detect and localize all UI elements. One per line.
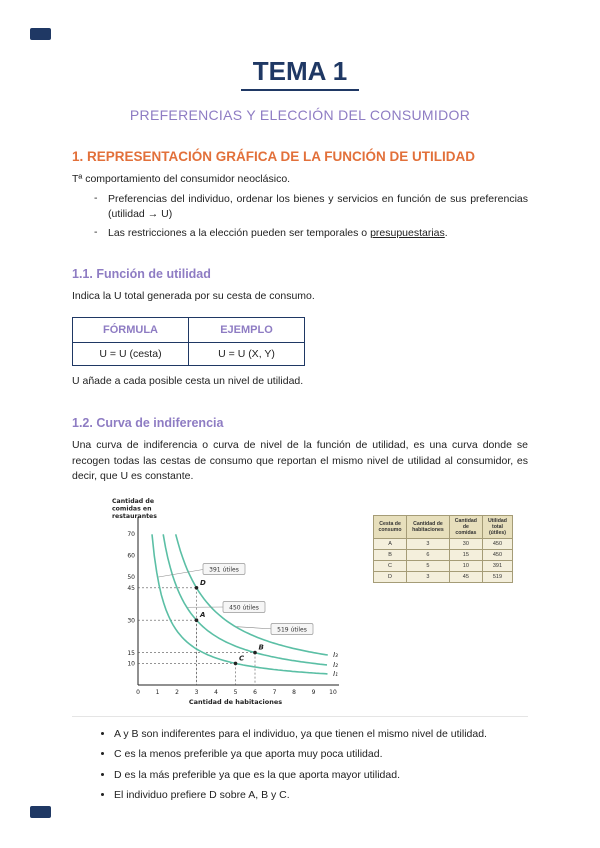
section1-2-intro: Una curva de indiferencia o curva de nivel de la función de utilidad, es una curva donde se recogen todas las cestas de consumo que reportan el mismo nivel de utilidad al consumidor, es decir, que U es constante. xyxy=(72,438,528,483)
x-tick-label: 4 xyxy=(214,689,218,697)
mini-table-header: Cantidad de comidas xyxy=(449,516,482,539)
mini-table-header: Cesta de consumo xyxy=(374,516,407,539)
x-tick-label: 3 xyxy=(194,689,199,697)
point-C xyxy=(234,662,238,666)
mini-table-cell: 45 xyxy=(449,572,482,583)
y-tick-label: 10 xyxy=(127,660,135,668)
list-item: • El individuo prefiere D sobre A, B y C. xyxy=(114,788,528,803)
utility-label-text: 519 útiles xyxy=(277,626,307,634)
x-tick-label: 2 xyxy=(175,689,179,697)
mini-table-cell: 450 xyxy=(482,539,512,550)
page-corner-mark-top xyxy=(30,28,51,40)
list-item-text-part: Las restricciones a la elección pueden ser temporales o xyxy=(108,227,371,240)
list-item: • C es la menos preferible ya que aporta muy poca utilidad. xyxy=(114,747,528,762)
formula-table-header-formula: FÓRMULA xyxy=(73,318,189,343)
utility-label-text: 450 útiles xyxy=(229,604,259,612)
x-tick-label: 1 xyxy=(155,689,160,697)
dash-marker: - xyxy=(94,226,98,239)
mini-table-row xyxy=(374,572,513,583)
mini-table-cell: 10 xyxy=(449,561,482,572)
mini-table-header: Utilidad total (útiles) xyxy=(482,516,512,539)
mini-table-cell: 3 xyxy=(407,539,450,550)
mini-table-cell: 6 xyxy=(407,550,450,561)
curve-name-label: I₁ xyxy=(333,670,338,679)
page-subtitle: PREFERENCIAS Y ELECCIÓN DEL CONSUMIDOR xyxy=(129,107,471,123)
figure-divider xyxy=(72,716,528,717)
list-item-text: Preferencias del individuo, ordenar los bienes y servicios en función de sus preferencias (utilidad → U) xyxy=(108,192,528,220)
label-leader-line xyxy=(159,569,207,577)
x-tick-label: 7 xyxy=(272,689,277,697)
section1-1-intro: Indica la U total generada por su cesta de consumo. xyxy=(72,290,315,303)
indifference-curve-I3 xyxy=(176,534,328,655)
indifference-curve-I2 xyxy=(163,534,327,665)
point-label-C: C xyxy=(239,654,245,663)
y-tick-label: 45 xyxy=(127,585,135,593)
utility-label-text: 391 útiles xyxy=(209,566,239,574)
point-label-A: A xyxy=(200,611,206,620)
point-B xyxy=(253,651,257,655)
x-tick-label: 5 xyxy=(233,689,238,697)
table-cell-ejemplo: U = U (X, Y) xyxy=(189,343,305,366)
point-D xyxy=(195,586,199,590)
section-heading-1-2: 1.2. Curva de indiferencia xyxy=(72,415,224,430)
page-corner-mark-bottom xyxy=(30,806,51,818)
mini-table-header: Cantidad de habitaciones xyxy=(407,516,450,539)
section1-intro: Tª comportamiento del consumidor neoclásico. xyxy=(72,173,291,185)
point-A xyxy=(195,619,199,623)
table-cell-formula: U = U (cesta) xyxy=(73,343,189,366)
mini-table-cell: A xyxy=(374,539,407,550)
page-title: TEMA 1 xyxy=(241,56,359,91)
formula-table xyxy=(72,317,305,366)
point-label-B: B xyxy=(258,643,264,652)
bullet-list xyxy=(114,727,528,803)
label-leader-line xyxy=(237,627,275,629)
mini-table-row xyxy=(374,539,513,550)
formula-table-header-row xyxy=(73,318,305,343)
table-row xyxy=(73,343,305,366)
mini-table-row xyxy=(374,561,513,572)
mini-table-cell: 3 xyxy=(407,572,450,583)
mini-table-cell: 450 xyxy=(482,550,512,561)
section1-1-note: U añade a cada posible cesta un nivel de utilidad. xyxy=(72,375,304,388)
x-tick-label: 8 xyxy=(292,689,296,697)
mini-table-cell: 30 xyxy=(449,539,482,550)
y-tick-label: 50 xyxy=(127,574,135,582)
curve-name-label: I₃ xyxy=(333,651,338,660)
list-item xyxy=(72,192,528,222)
mini-table-cell: B xyxy=(374,550,407,561)
mini-table-cell: 391 xyxy=(482,561,512,572)
x-tick-label: 9 xyxy=(311,689,316,697)
y-tick-label: 60 xyxy=(127,552,135,560)
consumption-basket-table xyxy=(373,515,513,583)
section-heading-1-1: 1.1. Función de utilidad xyxy=(72,267,211,282)
formula-table-header-ejemplo: EJEMPLO xyxy=(189,318,305,343)
mini-table-cell: D xyxy=(374,572,407,583)
dash-marker: - xyxy=(94,191,98,204)
list-item: • A y B son indiferentes para el individuo, ya que tienen el mismo nivel de utilidad. xyxy=(114,727,528,742)
list-item-text-part: . xyxy=(444,227,448,240)
x-tick-label: 10 xyxy=(329,689,337,697)
mini-table-cell: 519 xyxy=(482,572,512,583)
mini-table-cell: C xyxy=(374,561,407,572)
y-tick-label: 30 xyxy=(127,617,135,625)
indifference-figure xyxy=(108,493,528,708)
y-axis-label: Cantidad de xyxy=(112,498,155,506)
x-tick-label: 6 xyxy=(253,689,257,697)
y-tick-label: 70 xyxy=(127,531,135,539)
title-wrap xyxy=(72,56,528,91)
point-label-D: D xyxy=(200,578,206,587)
x-tick-label: 0 xyxy=(136,689,140,697)
list-item xyxy=(72,226,528,241)
mini-table-header-row xyxy=(374,516,513,539)
underlined-term: presupuestarias xyxy=(370,227,445,240)
y-axis-label: restaurantes xyxy=(112,513,157,521)
mini-table-cell: 15 xyxy=(449,550,482,561)
mini-table-row xyxy=(374,550,513,561)
y-tick-label: 15 xyxy=(127,649,135,657)
x-axis-label: Cantidad de habitaciones xyxy=(188,698,283,707)
curve-name-label: I₂ xyxy=(333,661,338,670)
dash-list xyxy=(72,192,528,242)
list-item: • D es la más preferible ya que es la que aporta mayor utilidad. xyxy=(114,768,528,783)
section-heading-1: 1. REPRESENTACIÓN GRÁFICA DE LA FUNCIÓN DE UTILIDAD xyxy=(72,149,476,164)
mini-table-cell: 5 xyxy=(407,561,450,572)
y-axis-label: comidas en xyxy=(112,505,152,513)
indifference-curve-chart xyxy=(108,493,363,708)
list-item-text xyxy=(108,226,528,241)
